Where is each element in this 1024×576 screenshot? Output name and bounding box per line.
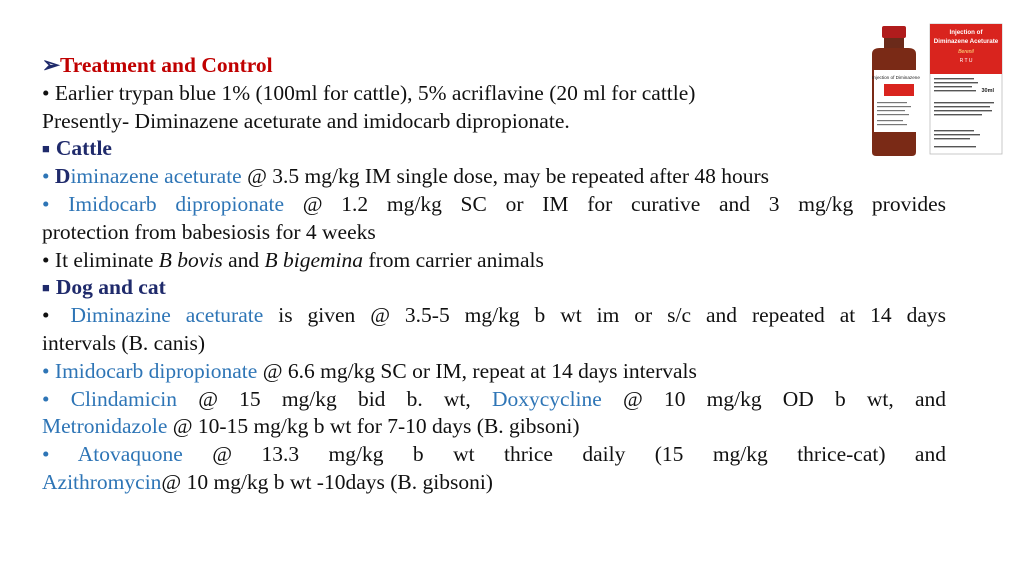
dog-2-text: @ 6.6 mg/kg SC or IM, repeat at 14 days intervals <box>257 358 697 383</box>
vial-cap <box>882 26 906 38</box>
bullet-icon: • <box>42 303 50 328</box>
vial-label-red <box>884 84 914 96</box>
dog-3-text-1: @ 15 mg/kg bid b. wt, <box>177 386 492 411</box>
dog-3-continuation <box>42 413 946 441</box>
vial-label-text: Injection of Diminazene <box>872 75 920 80</box>
list-item-cattle-1 <box>42 163 946 191</box>
list-item-dog-1 <box>42 302 946 330</box>
carton-brand: Berenil <box>958 49 974 55</box>
dog-3-text-2: @ 10 mg/kg OD b wt, and <box>601 386 946 411</box>
dog-cat-heading <box>42 274 946 302</box>
species-b-bigemina: B bigemina <box>264 247 364 272</box>
dog-1-text: is given @ 3.5-5 mg/kg b wt im or s/c and repeated at 14 days <box>263 303 946 328</box>
drug-imidocarb-dog: Imidocarb dipropionate <box>54 358 258 383</box>
carton-volume: 30ml <box>981 88 994 94</box>
heading-text: Treatment and Control <box>60 53 273 77</box>
drug-clindamicin: Clindamicin <box>70 386 178 411</box>
bullet-icon: • <box>42 442 50 467</box>
bullet-icon: • <box>42 191 50 216</box>
list-item-cattle-3 <box>42 247 946 275</box>
carton-rtu: R T U <box>959 58 973 64</box>
cattle-1-text: @ 3.5 mg/kg IM single dose, may be repeated after 48 hours <box>241 164 770 189</box>
list-item-dog-3 <box>42 386 946 414</box>
list-item-cattle-2 <box>42 191 946 219</box>
vial-neck <box>884 38 904 48</box>
cattle-3-tail: from carrier animals <box>363 247 544 272</box>
dog-1-continuation: intervals (B. canis) <box>42 330 205 355</box>
cattle-2-text: @ 1.2 mg/kg SC or IM for curative and 3 mg/kg provides <box>284 191 946 216</box>
drug-diminazene: iminazene aceturate <box>70 164 242 189</box>
drug-metronidazole: Metronidazole <box>42 414 168 439</box>
bullet-icon: • <box>42 80 50 105</box>
arrow-bullet-icon: ➢ <box>42 53 61 77</box>
cattle-heading-text: Cattle <box>55 136 112 161</box>
drug-azithromycin: Azithromycin <box>42 469 162 494</box>
square-bullet-icon: ■ <box>42 280 50 296</box>
drug-imidocarb: Imidocarb dipropionate <box>68 191 285 216</box>
bullet-icon: • <box>42 164 50 189</box>
cattle-3-text: It eliminate <box>54 247 159 272</box>
carton-title-1: Injection of <box>949 29 983 36</box>
drug-atovaquone: Atovaquone <box>77 442 183 467</box>
history-text: Earlier trypan blue 1% (100ml for cattle), 5% acriflavine (20 ml for cattle) <box>54 80 696 105</box>
cattle-heading <box>42 135 946 163</box>
list-item-history <box>42 80 946 108</box>
dog-3-text-3: @ 10-15 mg/kg b wt for 7-10 days (B. gibsoni) <box>167 414 580 439</box>
diminazene-product-image <box>864 20 1004 160</box>
slide-content <box>42 52 946 497</box>
drug-diminazene-initial: D <box>54 164 71 189</box>
drug-diminazine: Diminazine aceturate <box>70 303 264 328</box>
cattle-3-and: and <box>222 247 265 272</box>
square-bullet-icon: ■ <box>42 141 50 157</box>
dog-cat-heading-text: Dog and cat <box>55 275 166 300</box>
dog-4-continuation <box>42 469 946 497</box>
drug-doxycycline: Doxycycline <box>491 386 602 411</box>
carton-title-2: Diminazene Aceturate <box>933 38 999 45</box>
list-item-dog-4 <box>42 441 946 469</box>
present-drugs-line: Presently- Diminazene aceturate and imidocarb dipropionate. <box>42 108 570 133</box>
dog-4-text-1: @ 13.3 mg/kg b wt thrice daily (15 mg/kg thrice-cat) and <box>182 442 946 467</box>
bullet-icon: • <box>42 247 50 272</box>
cattle-2-continuation: protection from babesiosis for 4 weeks <box>42 219 376 244</box>
bullet-icon: • <box>42 386 50 411</box>
section-heading <box>42 52 946 80</box>
list-item-dog-2 <box>42 358 946 386</box>
bullet-icon: • <box>42 358 50 383</box>
dog-4-text-2: @ 10 mg/kg b wt -10days (B. gibsoni) <box>161 469 493 494</box>
species-b-bovis: B bovis <box>158 247 223 272</box>
